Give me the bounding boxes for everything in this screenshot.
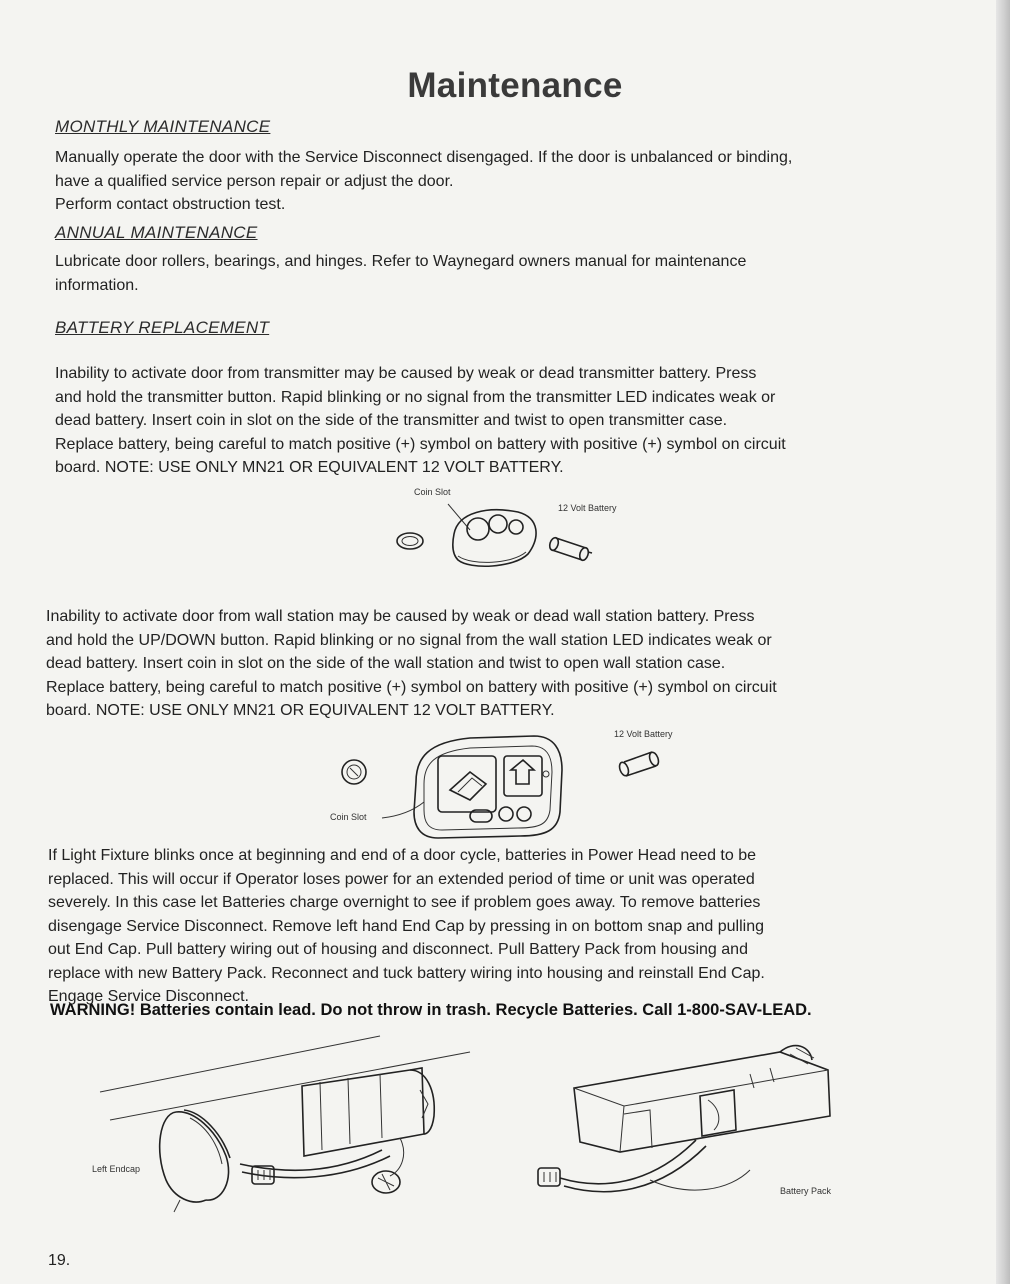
- wall-station-unit-icon: [414, 736, 562, 838]
- text-line: information.: [55, 276, 139, 294]
- text-line: Inability to activate door from transmitter may be caused by weak or dead transmitter battery. Press: [55, 365, 757, 382]
- coin-icon: [397, 533, 423, 549]
- annual-maintenance-text: [55, 250, 746, 297]
- text-line: dead battery. Insert coin in slot on the side of the transmitter and twist to open transmitter case.: [55, 412, 728, 429]
- transmitter-remote-icon: [453, 510, 536, 566]
- wall-station-coin-slot-label: Coin Slot: [330, 812, 367, 822]
- text-line: If Light Fixture blinks once at beginning and end of a door cycle, batteries in Power Head need to be: [48, 847, 756, 864]
- left-endcap-label: Left Endcap: [92, 1164, 141, 1174]
- text-line: replaced. This will occur if Operator loses power for an extended period of time or unit was operated: [48, 870, 755, 888]
- text-line: Manually operate the door with the Service Disconnect disengaged. If the door is unbalanced or binding,: [55, 149, 793, 166]
- text-line: Engage Service Disconnect.: [48, 988, 249, 1005]
- text-line: board. NOTE: USE ONLY MN21 OR EQUIVALENT 12 VOLT BATTERY.: [46, 702, 555, 719]
- coin-icon: [342, 760, 366, 784]
- text-line: Replace battery, being careful to match positive (+) symbol on battery with positive (+) symbol on circuit: [46, 678, 777, 696]
- lead-battery-warning: WARNING! Batteries contain lead. Do not throw in trash. Recycle Batteries. Call 1-800-SAV-LEAD.: [50, 1001, 812, 1019]
- text-line: and hold the UP/DOWN button. Rapid blinking or no signal from the wall station LED indicates weak or: [46, 631, 772, 649]
- battery-pack-drawing: [538, 1046, 830, 1192]
- text-line: Perform contact obstruction test.: [55, 196, 286, 213]
- monthly-maintenance-heading: MONTHLY MAINTENANCE: [55, 117, 271, 136]
- page-number: 19.: [48, 1252, 71, 1269]
- battery-cylinder-icon: [548, 537, 592, 562]
- transmitter-coin-slot-label: Coin Slot: [414, 487, 451, 497]
- text-line: Replace battery, being careful to match positive (+) symbol on battery with positive (+) symbol on circuit: [55, 435, 786, 453]
- transmitter-battery-text: [55, 362, 786, 480]
- wall-station-battery-label: 12 Volt Battery: [614, 729, 673, 739]
- text-line: Inability to activate door from wall station may be caused by weak or dead wall station battery. Press: [46, 608, 755, 625]
- text-line: dead battery. Insert coin in slot on the side of the wall station and twist to open wall station case.: [46, 655, 726, 672]
- transmitter-illustration: [380, 496, 620, 576]
- scan-page-edge: [996, 0, 1010, 1284]
- page-title: Maintenance: [407, 66, 623, 105]
- battery-cylinder-icon: [618, 751, 660, 777]
- text-line: out End Cap. Pull battery wiring out of housing and disconnect. Pull Battery Pack from housing and: [48, 941, 748, 958]
- transmitter-battery-label: 12 Volt Battery: [558, 503, 617, 513]
- text-line: board. NOTE: USE ONLY MN21 OR EQUIVALENT 12 VOLT BATTERY.: [55, 459, 564, 476]
- annual-maintenance-heading: ANNUAL MAINTENANCE: [55, 223, 258, 242]
- monthly-maintenance-text: [55, 146, 792, 217]
- text-line: Lubricate door rollers, bearings, and hinges. Refer to Waynegard owners manual for maintenance: [55, 253, 747, 270]
- power-head-illustration: [90, 1030, 850, 1230]
- coin-slot-leader-line: [382, 802, 424, 818]
- text-line: disengage Service Disconnect. Remove left hand End Cap by pressing in on bottom snap and pulling: [48, 917, 764, 935]
- power-head-housing-drawing: [100, 1036, 470, 1212]
- battery-replacement-heading: BATTERY REPLACEMENT: [55, 318, 270, 337]
- wall-station-illustration: [320, 730, 680, 850]
- power-head-battery-text: [48, 844, 765, 1009]
- text-line: severely. In this case let Batteries charge overnight to see if problem goes away. To remove batteries: [48, 894, 761, 911]
- wall-station-battery-text: [46, 605, 777, 723]
- text-line: have a qualified service person repair or adjust the door.: [55, 172, 454, 190]
- battery-pack-label: Battery Pack: [780, 1186, 832, 1196]
- text-line: and hold the transmitter button. Rapid blinking or no signal from the transmitter LED indicates weak or: [55, 388, 776, 406]
- text-line: replace with new Battery Pack. Reconnect and tuck battery wiring into housing and reinstall End Cap.: [48, 964, 765, 982]
